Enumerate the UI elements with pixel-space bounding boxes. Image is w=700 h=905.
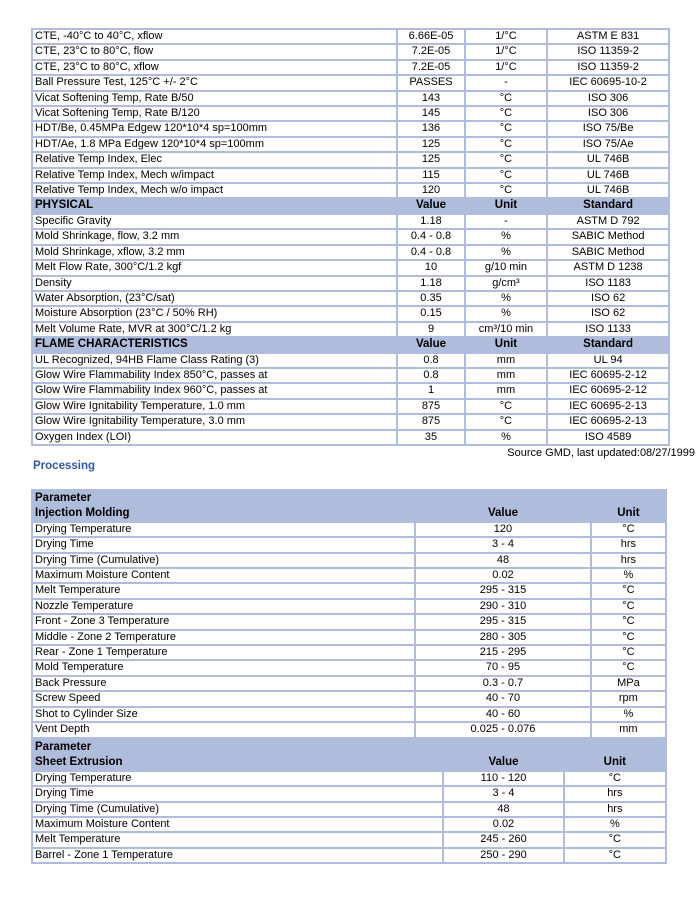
cell-label: Glow Wire Ignitability Temperature, 3.0 mm bbox=[33, 415, 396, 428]
table-row bbox=[33, 323, 668, 336]
cell-unit: % bbox=[565, 818, 665, 831]
cell-label: Drying Temperature bbox=[33, 523, 414, 536]
cell-value: 48 bbox=[416, 554, 590, 567]
cell-standard: ASTM D 792 bbox=[548, 215, 668, 228]
cell-value: 120 bbox=[398, 184, 463, 197]
cell-unit: - bbox=[466, 215, 547, 228]
cell-label: Drying Time (Cumulative) bbox=[33, 554, 414, 567]
cell-value: 70 - 95 bbox=[416, 661, 590, 674]
cell-value: 40 - 60 bbox=[416, 708, 590, 721]
cell-unit: °C bbox=[466, 138, 547, 151]
cell-standard: IEC 60695-2-13 bbox=[548, 415, 668, 428]
cell-label: Melt Temperature bbox=[33, 584, 414, 597]
cell-unit: °C bbox=[592, 615, 665, 628]
table-row bbox=[33, 76, 668, 89]
cell-label: Vicat Softening Temp, Rate B/50 bbox=[33, 92, 396, 105]
table-row bbox=[33, 554, 665, 567]
cell-value: 120 bbox=[416, 523, 590, 536]
table-row bbox=[33, 584, 665, 597]
cell-value: 0.15 bbox=[398, 307, 463, 320]
cell-unit: rpm bbox=[592, 692, 665, 705]
cell-unit: % bbox=[466, 431, 547, 444]
cell-label: PHYSICAL bbox=[33, 199, 396, 212]
cell-unit: % bbox=[592, 708, 665, 721]
cell-label: Mold Shrinkage, xflow, 3.2 mm bbox=[33, 246, 396, 259]
cell-unit: °C bbox=[592, 523, 665, 536]
cell-label: Oxygen Index (LOI) bbox=[33, 431, 396, 444]
table-row bbox=[33, 692, 665, 705]
table-row bbox=[33, 246, 668, 259]
cell-value: 250 - 290 bbox=[444, 849, 562, 862]
cell-unit: °C bbox=[466, 122, 547, 135]
cell-unit: - bbox=[466, 76, 547, 89]
cell-value: 115 bbox=[398, 169, 463, 182]
cell-standard: ASTM E 831 bbox=[548, 30, 668, 43]
cell-value: 0.02 bbox=[416, 569, 590, 582]
cell-label: Mold Temperature bbox=[33, 661, 414, 674]
cell-standard: ISO 75/Be bbox=[548, 122, 668, 135]
cell-label: Maximum Moisture Content bbox=[33, 818, 442, 831]
cell-value: 110 - 120 bbox=[444, 772, 562, 785]
value-header: Value bbox=[416, 507, 590, 520]
table-row bbox=[33, 61, 668, 74]
parameter-header-row bbox=[33, 740, 665, 754]
cell-label: Moisture Absorption (23°C / 50% RH) bbox=[33, 307, 396, 320]
cell-unit: hrs bbox=[565, 803, 665, 816]
table-row bbox=[33, 45, 668, 58]
cell-value: 1.18 bbox=[398, 215, 463, 228]
table-row bbox=[33, 384, 668, 397]
cell-value: 280 - 305 bbox=[416, 631, 590, 644]
cell-value: 290 - 310 bbox=[416, 600, 590, 613]
cell-value: 0.8 bbox=[398, 354, 463, 367]
cell-label: Specific Gravity bbox=[33, 215, 396, 228]
cell-value: 125 bbox=[398, 138, 463, 151]
table-row bbox=[33, 772, 665, 785]
cell-unit: g/cm³ bbox=[466, 277, 547, 290]
table-row bbox=[33, 569, 665, 582]
cell-label: HDT/Be, 0.45MPa Edgew 120*10*4 sp=100mm bbox=[33, 122, 396, 135]
cell-value: PASSES bbox=[398, 76, 463, 89]
cell-value: 3 - 4 bbox=[444, 787, 562, 800]
cell-label: Relative Temp Index, Mech w/impact bbox=[33, 169, 396, 182]
parameter-label: Parameter bbox=[33, 491, 665, 505]
table-row bbox=[33, 138, 668, 151]
cell-label: Barrel - Zone 1 Temperature bbox=[33, 849, 442, 862]
cell-unit: °C bbox=[592, 661, 665, 674]
cell-unit: °C bbox=[466, 184, 547, 197]
cell-value: 295 - 315 bbox=[416, 615, 590, 628]
cell-label: Drying Temperature bbox=[33, 772, 442, 785]
table-row bbox=[33, 230, 668, 243]
cell-label: CTE, -40°C to 40°C, xflow bbox=[33, 30, 396, 43]
cell-label: Melt Flow Rate, 300°C/1.2 kgf bbox=[33, 261, 396, 274]
cell-label: Melt Volume Rate, MVR at 300°C/1.2 kg bbox=[33, 323, 396, 336]
cell-unit: °C bbox=[466, 169, 547, 182]
table-row bbox=[33, 708, 665, 721]
cell-label: Back Pressure bbox=[33, 677, 414, 690]
parameter-label: Parameter bbox=[33, 740, 665, 754]
cell-unit: mm bbox=[466, 354, 547, 367]
cell-label: Relative Temp Index, Mech w/o impact bbox=[33, 184, 396, 197]
cell-value: Value bbox=[398, 199, 463, 212]
cell-value: 7.2E-05 bbox=[398, 45, 463, 58]
cell-standard: ISO 306 bbox=[548, 92, 668, 105]
cell-value: 875 bbox=[398, 400, 463, 413]
cell-label: Ball Pressure Test, 125°C +/- 2°C bbox=[33, 76, 396, 89]
sheet-extrusion-table bbox=[31, 738, 667, 864]
cell-unit: °C bbox=[565, 772, 665, 785]
cell-unit: °C bbox=[592, 600, 665, 613]
cell-unit: mm bbox=[466, 369, 547, 382]
cell-label: Glow Wire Flammability Index 960°C, passes at bbox=[33, 384, 396, 397]
physical-section-header bbox=[33, 199, 668, 212]
cell-label: Relative Temp Index, Elec bbox=[33, 153, 396, 166]
cell-value: 0.4 - 0.8 bbox=[398, 246, 463, 259]
cell-standard: ASTM D 1238 bbox=[548, 261, 668, 274]
cell-label: CTE, 23°C to 80°C, flow bbox=[33, 45, 396, 58]
table-row bbox=[33, 787, 665, 800]
cell-label: Drying Time bbox=[33, 787, 442, 800]
cell-value: 0.8 bbox=[398, 369, 463, 382]
cell-value: 0.35 bbox=[398, 292, 463, 305]
cell-label: Maximum Moisture Content bbox=[33, 569, 414, 582]
table-row bbox=[33, 803, 665, 816]
table-row bbox=[33, 677, 665, 690]
cell-standard: IEC 60695-2-13 bbox=[548, 400, 668, 413]
properties-table bbox=[31, 28, 670, 446]
cell-unit: °C bbox=[466, 92, 547, 105]
cell-value: 143 bbox=[398, 92, 463, 105]
cell-unit: °C bbox=[592, 631, 665, 644]
cell-unit: °C bbox=[592, 646, 665, 659]
cell-value: 3 - 4 bbox=[416, 538, 590, 551]
cell-standard: IEC 60695-2-12 bbox=[548, 384, 668, 397]
cell-unit: hrs bbox=[565, 787, 665, 800]
cell-value: 1.18 bbox=[398, 277, 463, 290]
cell-unit: % bbox=[466, 307, 547, 320]
cell-unit: % bbox=[466, 230, 547, 243]
section-header-row bbox=[33, 756, 665, 769]
cell-label: Water Absorption, (23°C/sat) bbox=[33, 292, 396, 305]
cell-unit: Unit bbox=[466, 199, 547, 212]
table-row bbox=[33, 615, 665, 628]
cell-value: 295 - 315 bbox=[416, 584, 590, 597]
table-row bbox=[33, 833, 665, 846]
table-row bbox=[33, 354, 668, 367]
cell-value: 6.66E-05 bbox=[398, 30, 463, 43]
section-title: Injection Molding bbox=[33, 507, 414, 520]
table-row bbox=[33, 400, 668, 413]
cell-standard: IEC 60695-10-2 bbox=[548, 76, 668, 89]
cell-standard: Standard bbox=[548, 199, 668, 212]
cell-standard: ISO 11359-2 bbox=[548, 45, 668, 58]
cell-value: 48 bbox=[444, 803, 562, 816]
unit-header: Unit bbox=[592, 507, 665, 520]
table-row bbox=[33, 261, 668, 274]
cell-unit: °C bbox=[565, 833, 665, 846]
cell-standard: ISO 11359-2 bbox=[548, 61, 668, 74]
cell-standard: ISO 62 bbox=[548, 292, 668, 305]
cell-standard: UL 746B bbox=[548, 184, 668, 197]
cell-value: 35 bbox=[398, 431, 463, 444]
injection-molding-table bbox=[31, 489, 667, 739]
cell-label: Mold Shrinkage, flow, 3.2 mm bbox=[33, 230, 396, 243]
table-row bbox=[33, 646, 665, 659]
cell-value: 875 bbox=[398, 415, 463, 428]
table-row bbox=[33, 523, 665, 536]
table-row bbox=[33, 723, 665, 736]
cell-standard: SABIC Method bbox=[548, 246, 668, 259]
cell-value: 40 - 70 bbox=[416, 692, 590, 705]
cell-unit: MPa bbox=[592, 677, 665, 690]
cell-label: Middle - Zone 2 Temperature bbox=[33, 631, 414, 644]
cell-unit: 1/°C bbox=[466, 45, 547, 58]
flame-section-header bbox=[33, 338, 668, 351]
table-row bbox=[33, 818, 665, 831]
cell-unit: mm bbox=[466, 384, 547, 397]
cell-value: 136 bbox=[398, 122, 463, 135]
cell-unit: °C bbox=[466, 153, 547, 166]
cell-value: 0.025 - 0.076 bbox=[416, 723, 590, 736]
cell-unit: % bbox=[466, 246, 547, 259]
cell-standard: Standard bbox=[548, 338, 668, 351]
value-header: Value bbox=[444, 756, 562, 769]
cell-standard: UL 746B bbox=[548, 169, 668, 182]
cell-unit: 1/°C bbox=[466, 30, 547, 43]
parameter-header-row bbox=[33, 491, 665, 505]
table-row bbox=[33, 30, 668, 43]
table-row bbox=[33, 153, 668, 166]
table-row bbox=[33, 184, 668, 197]
cell-label: Glow Wire Ignitability Temperature, 1.0 mm bbox=[33, 400, 396, 413]
cell-unit: °C bbox=[466, 400, 547, 413]
cell-standard: ISO 306 bbox=[548, 107, 668, 120]
cell-standard: SABIC Method bbox=[548, 230, 668, 243]
cell-value: 0.4 - 0.8 bbox=[398, 230, 463, 243]
cell-label: Front - Zone 3 Temperature bbox=[33, 615, 414, 628]
cell-value: 7.2E-05 bbox=[398, 61, 463, 74]
cell-label: Nozzle Temperature bbox=[33, 600, 414, 613]
table-row bbox=[33, 431, 668, 444]
table-row bbox=[33, 107, 668, 120]
cell-unit: hrs bbox=[592, 538, 665, 551]
table-row bbox=[33, 307, 668, 320]
cell-standard: ISO 1183 bbox=[548, 277, 668, 290]
unit-header: Unit bbox=[565, 756, 665, 769]
cell-label: Glow Wire Flammability Index 850°C, passes at bbox=[33, 369, 396, 382]
cell-label: Screw Speed bbox=[33, 692, 414, 705]
cell-standard: UL 746B bbox=[548, 153, 668, 166]
cell-label: Drying Time (Cumulative) bbox=[33, 803, 442, 816]
cell-label: Drying Time bbox=[33, 538, 414, 551]
cell-standard: ISO 75/Ae bbox=[548, 138, 668, 151]
cell-unit: hrs bbox=[592, 554, 665, 567]
cell-label: FLAME CHARACTERISTICS bbox=[33, 338, 396, 351]
cell-unit: mm bbox=[592, 723, 665, 736]
cell-value: 145 bbox=[398, 107, 463, 120]
cell-unit: 1/°C bbox=[466, 61, 547, 74]
cell-unit: °C bbox=[466, 415, 547, 428]
cell-unit: g/10 min bbox=[466, 261, 547, 274]
cell-label: Density bbox=[33, 277, 396, 290]
table-row bbox=[33, 631, 665, 644]
cell-standard: UL 94 bbox=[548, 354, 668, 367]
table-row bbox=[33, 215, 668, 228]
cell-value: 245 - 260 bbox=[444, 833, 562, 846]
table-row bbox=[33, 122, 668, 135]
cell-label: UL Recognized, 94HB Flame Class Rating (3) bbox=[33, 354, 396, 367]
cell-value: 0.3 - 0.7 bbox=[416, 677, 590, 690]
processing-title: Processing bbox=[33, 460, 95, 472]
cell-label: Melt Temperature bbox=[33, 833, 442, 846]
cell-label: Vent Depth bbox=[33, 723, 414, 736]
table-row bbox=[33, 277, 668, 290]
cell-unit: cm³/10 min bbox=[466, 323, 547, 336]
table-row bbox=[33, 292, 668, 305]
cell-standard: ISO 62 bbox=[548, 307, 668, 320]
cell-unit: °C bbox=[466, 107, 547, 120]
cell-standard: IEC 60695-2-12 bbox=[548, 369, 668, 382]
cell-unit: % bbox=[466, 292, 547, 305]
table-row bbox=[33, 600, 665, 613]
cell-label: Rear - Zone 1 Temperature bbox=[33, 646, 414, 659]
cell-value: 125 bbox=[398, 153, 463, 166]
cell-value: 215 - 295 bbox=[416, 646, 590, 659]
table-row bbox=[33, 538, 665, 551]
cell-label: CTE, 23°C to 80°C, xflow bbox=[33, 61, 396, 74]
section-title: Sheet Extrusion bbox=[33, 756, 442, 769]
cell-standard: ISO 1133 bbox=[548, 323, 668, 336]
cell-value: 0.02 bbox=[444, 818, 562, 831]
source-note: Source GMD, last updated:08/27/1999 bbox=[507, 447, 695, 459]
cell-value: 1 bbox=[398, 384, 463, 397]
table-row bbox=[33, 369, 668, 382]
cell-value: Value bbox=[398, 338, 463, 351]
cell-standard: ISO 4589 bbox=[548, 431, 668, 444]
table-row bbox=[33, 92, 668, 105]
cell-unit: Unit bbox=[466, 338, 547, 351]
cell-label: HDT/Ae, 1.8 MPa Edgew 120*10*4 sp=100mm bbox=[33, 138, 396, 151]
table-row bbox=[33, 169, 668, 182]
cell-value: 10 bbox=[398, 261, 463, 274]
cell-value: 9 bbox=[398, 323, 463, 336]
cell-unit: % bbox=[592, 569, 665, 582]
table-row bbox=[33, 849, 665, 862]
table-row bbox=[33, 415, 668, 428]
cell-unit: °C bbox=[592, 584, 665, 597]
table-row bbox=[33, 661, 665, 674]
cell-unit: °C bbox=[565, 849, 665, 862]
section-header-row bbox=[33, 507, 665, 520]
cell-label: Shot to Cylinder Size bbox=[33, 708, 414, 721]
cell-label: Vicat Softening Temp, Rate B/120 bbox=[33, 107, 396, 120]
